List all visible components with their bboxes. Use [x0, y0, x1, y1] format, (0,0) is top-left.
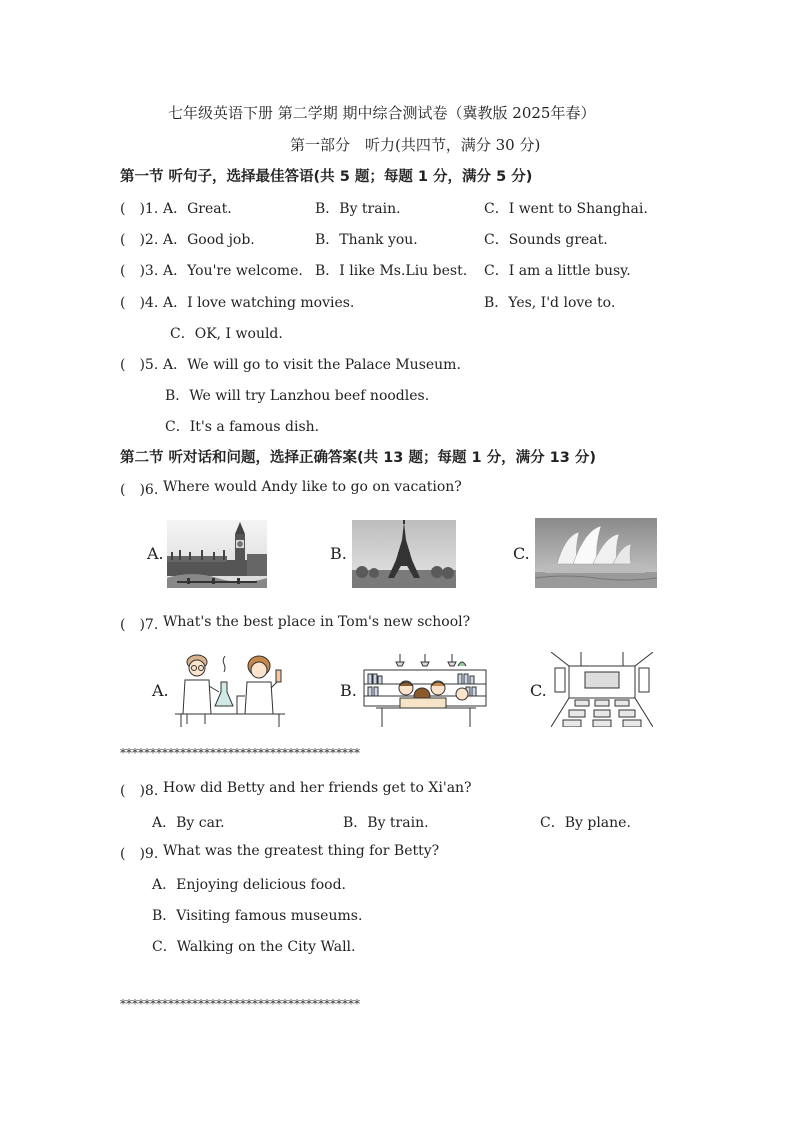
- q7-question: What's the best place in Tom's new school?: [163, 614, 471, 630]
- q9-option-c[interactable]: C．Walking on the City Wall.: [152, 939, 356, 955]
- section1-heading: 第一节 听句子，选择最佳答语(共 5 题；每题 1 分，满分 5 分): [120, 169, 533, 185]
- q8-question: How did Betty and her friends get to Xi'an?: [163, 780, 472, 796]
- q1-number: ( )1.: [120, 201, 159, 217]
- q7-label-b[interactable]: B.: [340, 681, 357, 700]
- q5-option-b[interactable]: B．We will try Lanzhou beef noodles.: [165, 388, 430, 404]
- q6-label-a[interactable]: A.: [147, 544, 164, 563]
- q6-question: Where would Andy like to go on vacation?: [163, 479, 462, 495]
- q8-option-a[interactable]: A．By car.: [152, 815, 225, 831]
- science-lab-icon[interactable]: [175, 652, 285, 727]
- q3-number: ( )3.: [120, 263, 159, 279]
- big-ben-icon[interactable]: [167, 520, 267, 588]
- q9-option-b[interactable]: B．Visiting famous museums.: [152, 908, 363, 924]
- q1-option-b[interactable]: B．By train.: [315, 201, 401, 217]
- q4-option-c[interactable]: C．OK, I would.: [170, 326, 283, 342]
- q2-option-b[interactable]: B．Thank you.: [315, 232, 418, 248]
- q7-number: ( )7.: [120, 617, 159, 633]
- q5-option-c[interactable]: C．It's a famous dish.: [165, 419, 320, 435]
- q7-label-a[interactable]: A.: [152, 681, 169, 700]
- q1-option-c[interactable]: C．I went to Shanghai.: [484, 201, 648, 217]
- q9-option-a[interactable]: A．Enjoying delicious food.: [152, 877, 346, 893]
- q8-option-c[interactable]: C．By plane.: [540, 815, 631, 831]
- q8-option-b[interactable]: B．By train.: [343, 815, 429, 831]
- q4-option-a[interactable]: A．I love watching movies.: [163, 295, 355, 311]
- q5-number: ( )5.: [120, 357, 159, 373]
- library-icon[interactable]: [362, 652, 488, 727]
- q6-label-c[interactable]: C.: [513, 544, 530, 563]
- q5-option-a[interactable]: A．We will go to visit the Palace Museum.: [163, 357, 461, 373]
- divider-stars: ****************************************: [120, 746, 360, 760]
- q7-label-c[interactable]: C.: [530, 681, 547, 700]
- page-title: 七年级英语下册 第二学期 期中综合测试卷（冀教版 2025年春）: [168, 104, 596, 122]
- q4-number: ( )4.: [120, 295, 159, 311]
- q3-option-c[interactable]: C．I am a little busy.: [484, 263, 631, 279]
- eiffel-tower-icon[interactable]: [352, 520, 456, 588]
- classroom-icon[interactable]: [551, 652, 653, 727]
- q2-number: ( )2.: [120, 232, 159, 248]
- q6-number: ( )6.: [120, 482, 159, 498]
- q8-number: ( )8.: [120, 783, 159, 799]
- section2-heading: 第二节 听对话和问题，选择正确答案(共 13 题；每题 1 分，满分 13 分): [120, 450, 597, 466]
- q1-option-a[interactable]: A．Great.: [163, 201, 232, 217]
- q2-option-a[interactable]: A．Good job.: [163, 232, 255, 248]
- q9-question: What was the greatest thing for Betty?: [163, 843, 440, 859]
- q2-option-c[interactable]: C．Sounds great.: [484, 232, 608, 248]
- q4-option-b[interactable]: B．Yes, I'd love to.: [484, 295, 616, 311]
- q9-number: ( )9.: [120, 846, 159, 862]
- q6-label-b[interactable]: B.: [330, 544, 347, 563]
- q3-option-b[interactable]: B．I like Ms.Liu best.: [315, 263, 468, 279]
- divider-stars-2: ****************************************: [120, 997, 360, 1011]
- q3-option-a[interactable]: A．You're welcome.: [163, 263, 303, 279]
- part-title: 第一部分 听力(共四节，满分 30 分): [290, 136, 541, 154]
- sydney-opera-house-icon[interactable]: [535, 518, 657, 588]
